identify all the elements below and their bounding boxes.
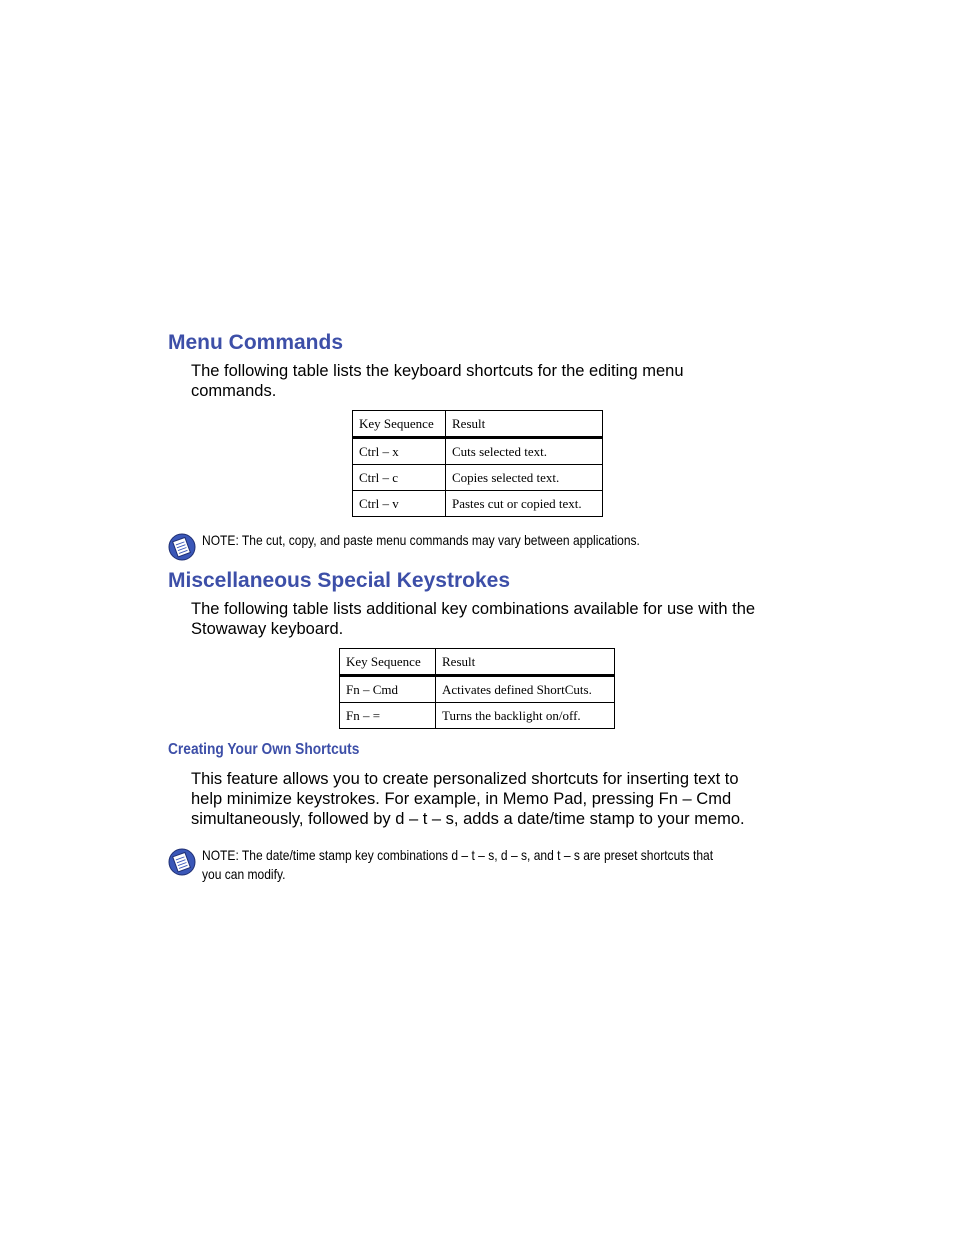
intro-line: commands.: [191, 382, 277, 400]
body-line: simultaneously, followed by d – t – s, adds a date/time stamp to your memo.: [191, 810, 745, 828]
table-cell: Ctrl – c: [353, 465, 446, 491]
own-shortcuts-body: [191, 769, 745, 829]
misc-keystrokes-table: [339, 648, 615, 729]
table-header-row: [353, 411, 603, 438]
menu-commands-intro: [191, 361, 684, 401]
intro-line: The following table lists additional key combinations available for use with the: [191, 600, 756, 618]
heading-own-shortcuts: Creating Your Own Shortcuts: [168, 741, 360, 758]
body-line: This feature allows you to create personalized shortcuts for inserting text to: [191, 770, 739, 788]
note-text: [202, 846, 713, 884]
note-line: NOTE: The date/time stamp key combinations d – t – s, d – s, and t – s are preset shortcuts that: [202, 847, 714, 863]
table-header-row: [340, 649, 615, 676]
table-row: [353, 438, 603, 465]
table-cell: Pastes cut or copied text.: [446, 491, 603, 517]
intro-line: The following table lists the keyboard shortcuts for the editing menu: [191, 362, 684, 380]
table-row: [353, 465, 603, 491]
table-header-cell: Key Sequence: [353, 411, 446, 438]
table-row: [353, 491, 603, 517]
table-cell: Cuts selected text.: [446, 438, 603, 465]
table-cell: Activates defined ShortCuts.: [436, 676, 615, 703]
table-row: [340, 676, 615, 703]
intro-line: Stowaway keyboard.: [191, 620, 344, 638]
menu-commands-table: [352, 410, 603, 517]
table-header-cell: Result: [446, 411, 603, 438]
heading-menu-commands: Menu Commands: [168, 331, 344, 354]
table-cell: Fn – Cmd: [340, 676, 436, 703]
note-text: NOTE: The cut, copy, and paste menu commands may vary between applications.: [202, 532, 640, 548]
note-line: you can modify.: [202, 866, 286, 882]
notepad-icon: [168, 533, 196, 561]
table-row: [340, 703, 615, 729]
table-cell: Turns the backlight on/off.: [436, 703, 615, 729]
table-header-cell: Key Sequence: [340, 649, 436, 676]
table-cell: Ctrl – v: [353, 491, 446, 517]
table-cell: Fn – =: [340, 703, 436, 729]
misc-keystrokes-intro: [191, 599, 755, 639]
body-line: help minimize keystrokes. For example, in Memo Pad, pressing Fn – Cmd: [191, 790, 732, 808]
table-cell: Ctrl – x: [353, 438, 446, 465]
table-header-cell: Result: [436, 649, 615, 676]
heading-misc-keystrokes: Miscellaneous Special Keystrokes: [168, 569, 510, 592]
notepad-icon: [168, 848, 196, 876]
table-cell: Copies selected text.: [446, 465, 603, 491]
